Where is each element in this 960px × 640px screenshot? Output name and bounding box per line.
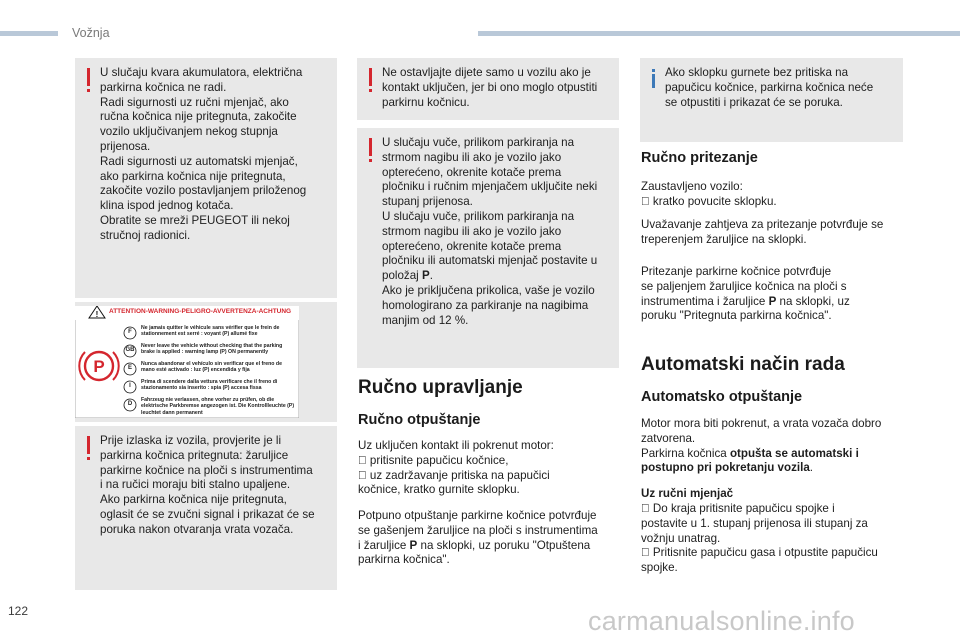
warning-box-towing	[357, 128, 619, 368]
manual-release-confirmation: Potpuno otpuštanje parkirne kočnice potvrđuje se gašenjem žaruljice na ploči s instrumentima i žaruljice P na sklopki, uz poruku "Otpuštena parkirna kočnica".	[358, 509, 598, 567]
label-code-f: F	[128, 329, 132, 335]
warning-icon	[369, 138, 372, 156]
manual-apply-steps: Zaustavljeno vozilo: kratko povucite sklopku.	[641, 180, 765, 208]
label-code-d: D	[127, 401, 133, 407]
warning-icon	[369, 68, 372, 86]
warning-box-battery	[75, 58, 337, 298]
page-number: 122	[8, 604, 29, 618]
label-code-gb: GB	[125, 347, 135, 353]
warning-icon	[87, 68, 90, 86]
section-title: Vožnja	[72, 26, 110, 40]
info-icon	[652, 74, 655, 88]
warning-box-child	[357, 58, 619, 120]
header-bar-right	[478, 31, 960, 36]
svg-text:P: P	[93, 357, 105, 376]
label-row-d: Fahrzeug nie verlassen, ohne vorher zu prüfen, ob die elektrische Parkbremse angezogen ist. Die Kontrollleuchte (P) leuchtet dann permanent	[141, 397, 295, 416]
warning-text: U slučaju kvara akumulatora, električna parkirna kočnica ne radi. Radi sigurnosti uz ručni mjenjač, ako ručna kočnica nije pritegnuta, zakočite vozilo uključivanjem nekog stupnja prijenosa. Radi sigurnosti uz automatski mjenjač, ako parkirna kočnica nije pritegnuta, zakočite vozilo postavljanjem priloženog klina ispod jednog kotača. Obratite se mreži PEUGEOT ili nekoj stručnoj radionici.	[100, 66, 307, 242]
info-box-no-brake-pedal	[640, 58, 903, 142]
warning-text: Ne ostavljajte dijete samo u vozilu ako je kontakt uključen, jer bi ono moglo otpustiti parkirnu kočnicu.	[382, 66, 598, 109]
watermark: carmanualsonline.info	[588, 606, 855, 636]
label-row-i: Prima di scendere dalla vettura verificare che il freno di stazionamento sia inserito : spia (P) accesa fissa	[141, 379, 278, 392]
label-title: ATTENTION-WARNING-PELIGRO-AVVERTENZA-ACHTUNG	[109, 308, 292, 315]
manual-apply-confirmation: Pritezanje parkirne kočnice potvrđuje se paljenjem žaruljice kočnica na ploči s instrumentima i žaruljice P na sklopki, uz poruku "Pritegnuta parkirna kočnica".	[641, 265, 850, 323]
heading-manual-apply: Ručno pritezanje	[641, 150, 758, 166]
manual-apply-request: Uvažavanje zahtjeva za pritezanje potvrđuje se treperenjem žaruljice na sklopki.	[641, 218, 884, 246]
manual-release-steps: Uz uključen kontakt ili pokrenut motor: pritisnite papučicu kočnice, uz zadržavanje pritiska na papučici kočnice, kratko gurnite sklopku.	[358, 439, 554, 497]
heading-manual-release: Ručno otpuštanje	[358, 412, 481, 428]
label-row-gb: Never leave the vehicle without checking that the parking brake is applied : warning lamp (P) ON permanently	[141, 343, 283, 356]
heading-automatic-release: Automatsko otpuštanje	[641, 389, 803, 405]
label-code-e: E	[127, 365, 132, 371]
subheading-manual-gearbox: Uz ručni mjenjač	[641, 487, 734, 500]
label-row-f: Ne jamais quitter le véhicule sans vérifier que le frein de stationnement est serré : voyant (P) allumé fixe	[141, 325, 280, 338]
header-bar-left	[0, 31, 58, 36]
svg-text:!: !	[95, 310, 99, 319]
manual-gearbox-steps: Do kraja pritisnite papučicu spojke i postavite u 1. stupanj prijenosa ili stupanj za vožnju unatrag. Pritisnite papučicu gasa i otpustite papučicu spojke.	[641, 502, 868, 575]
label-row-e: Nunca abandonar el vehículo sin verificar que el freno de mano esté activado : luz (P) encendida y fija	[141, 361, 282, 374]
heading-manual-mode: Ručno upravljanje	[358, 377, 523, 398]
warning-text: U slučaju vuče, prilikom parkiranja na strmom nagibu ili ako je vozilo jako opterećeno, okrenite kotače prema pločniku i ručnim mjenjačem uključite neki stupanj prijenosa. U slučaju vuče, prilikom parkiranja na strmom nagibu ili ako je vozilo jako opterećeno, okrenite kotače prema pločniku ili automatski mjenjač postavite u položaj P. Ako je priključena prikolica, vaše je vozilo homologirano za parkiranje na nagibima manjim od 12 %.	[382, 136, 598, 327]
label-code-i: I	[129, 383, 131, 389]
warning-icon	[87, 436, 90, 454]
warning-text: Prije izlaska iz vozila, provjerite je li parkirna kočnica pritegnuta: žaruljice parkirne kočnice na ploči s instrumentima i na ručici moraju biti stalno upaljene. Ako parkirna kočnica nije pritegnuta, oglasit će se zvučni signal i prikazat će se poruka nakon otvaranja vrata vozača.	[100, 434, 315, 536]
info-text: Ako sklopku gurnete bez pritiska na papučicu kočnice, parkirna kočnica neće se otpustiti i prikazat će se poruka.	[665, 66, 874, 109]
heading-automatic-mode: Automatski način rada	[641, 354, 845, 375]
warning-box-before-exit	[75, 426, 337, 590]
automatic-release-text: Motor mora biti pokrenut, a vrata vozača dobro zatvorena. Parkirna kočnica otpušta se automatski i postupno pri pokretanju vozila.	[641, 417, 882, 475]
parking-brake-warning-label	[75, 306, 299, 418]
